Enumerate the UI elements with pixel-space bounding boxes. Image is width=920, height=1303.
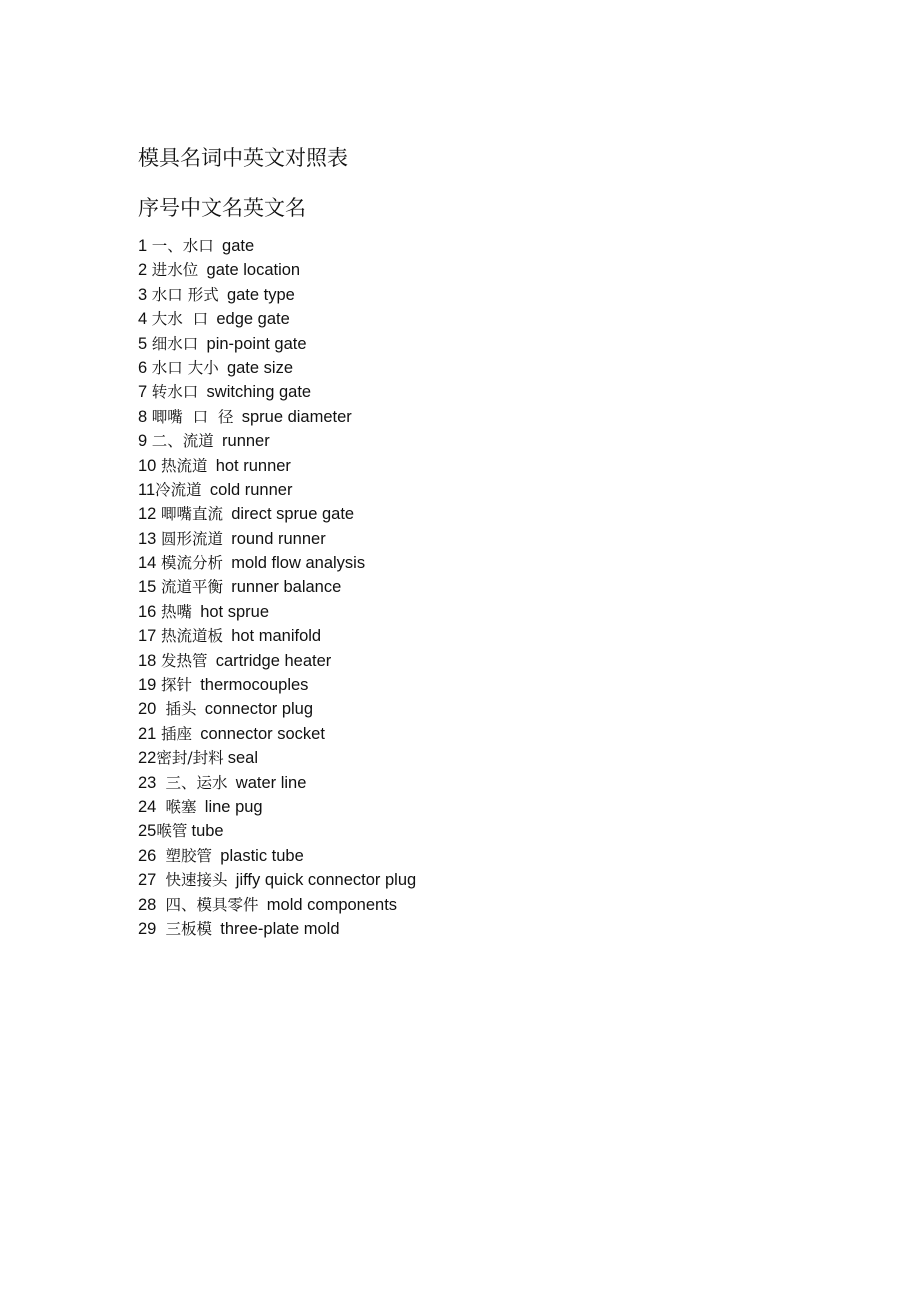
- term-row: [138, 454, 416, 478]
- term-row: [138, 258, 416, 282]
- term-chinese: 密封/封料: [156, 749, 224, 768]
- term-chinese: 插座: [160, 724, 192, 743]
- term-number: 26: [138, 846, 166, 865]
- term-row: [138, 868, 416, 892]
- term-english: thermocouples: [200, 676, 309, 695]
- term-number: 22: [138, 749, 157, 768]
- term-row: [138, 697, 416, 721]
- term-english: runner balance: [231, 578, 342, 597]
- term-number: 10: [138, 456, 161, 475]
- term-number: 18: [138, 651, 161, 670]
- column-header: 序号中文名英文名: [138, 196, 306, 220]
- term-number: 5: [138, 334, 152, 353]
- term-number: 9: [138, 432, 152, 451]
- term-row: [138, 234, 416, 258]
- term-number: 20: [138, 700, 166, 719]
- term-number: 15: [138, 578, 161, 597]
- term-row: [138, 283, 416, 307]
- term-number: 4: [138, 310, 152, 329]
- term-row: [138, 527, 416, 551]
- term-english: mold flow analysis: [231, 554, 366, 573]
- term-row: [138, 893, 416, 917]
- term-row: [138, 332, 416, 356]
- term-number: 29: [138, 919, 166, 938]
- term-number: 12: [138, 505, 161, 524]
- term-chinese: 塑胶管: [165, 846, 213, 865]
- term-english: hot sprue: [200, 602, 269, 621]
- term-chinese: 一、水口: [151, 237, 214, 255]
- term-row: [138, 649, 416, 673]
- term-number: 2: [138, 261, 152, 280]
- term-english: connector socket: [200, 724, 325, 743]
- term-row: [138, 405, 416, 429]
- term-chinese: 大水 口: [151, 310, 209, 329]
- term-number: 1: [138, 237, 152, 255]
- term-chinese: 发热管: [160, 651, 208, 670]
- term-row: [138, 575, 416, 599]
- term-chinese: 水口 形式: [151, 285, 219, 304]
- term-english: round runner: [231, 529, 326, 548]
- term-english: edge gate: [216, 310, 290, 329]
- term-chinese: 唧嘴直流: [160, 505, 223, 524]
- term-chinese: 四、模具零件: [165, 895, 259, 914]
- term-row: [138, 746, 416, 770]
- term-chinese: 圆形流道: [160, 529, 223, 548]
- term-row: [138, 722, 416, 746]
- term-english: direct sprue gate: [231, 505, 355, 524]
- term-number: 28: [138, 895, 166, 914]
- term-number: 25: [138, 822, 157, 841]
- term-number: 21: [138, 724, 161, 743]
- term-chinese: 细水口: [151, 334, 199, 353]
- term-english: runner: [222, 432, 270, 451]
- term-row: [138, 429, 416, 453]
- term-row: [138, 478, 416, 502]
- term-number: 24: [138, 797, 166, 816]
- term-english: gate size: [226, 358, 293, 377]
- term-list: [138, 234, 416, 941]
- term-english: cold runner: [209, 480, 293, 499]
- term-english: line pug: [204, 797, 263, 816]
- term-row: [138, 673, 416, 697]
- term-english: water line: [235, 773, 307, 792]
- term-chinese: 喉塞: [165, 797, 197, 816]
- term-chinese: 热流道: [160, 456, 208, 475]
- term-row: [138, 307, 416, 331]
- term-number: 13: [138, 529, 161, 548]
- term-row: [138, 917, 416, 941]
- term-row: [138, 795, 416, 819]
- term-row: [138, 380, 416, 404]
- term-english: switching gate: [206, 383, 312, 402]
- term-chinese: 模流分析: [160, 554, 223, 573]
- term-number: 27: [138, 871, 166, 890]
- term-number: 6: [138, 358, 152, 377]
- term-chinese: 进水位: [151, 261, 199, 280]
- document-title: 模具名词中英文对照表: [138, 146, 348, 170]
- term-number: 14: [138, 554, 161, 573]
- term-english: gate type: [226, 285, 295, 304]
- term-row: [138, 551, 416, 575]
- term-number: 23: [138, 773, 166, 792]
- term-chinese: 探针: [160, 676, 192, 695]
- term-chinese: 插头: [165, 700, 197, 719]
- term-number: 16: [138, 602, 161, 621]
- term-english: jiffy quick connector plug: [235, 871, 417, 890]
- term-english: sprue diameter: [241, 407, 352, 426]
- term-row: [138, 844, 416, 868]
- term-english: three-plate mold: [220, 919, 340, 938]
- term-english: plastic tube: [220, 846, 304, 865]
- term-number: 17: [138, 627, 161, 646]
- term-english: hot manifold: [231, 627, 322, 646]
- term-english: pin-point gate: [206, 334, 307, 353]
- term-english: cartridge heater: [215, 651, 332, 670]
- term-number: 8: [138, 407, 152, 426]
- term-number: 3: [138, 285, 152, 304]
- term-chinese: 快速接头: [165, 871, 228, 890]
- term-english: gate location: [206, 261, 301, 280]
- term-chinese: 热流道板: [160, 627, 223, 646]
- term-english: gate: [222, 237, 255, 255]
- term-chinese: 唧嘴 口 径: [151, 407, 234, 426]
- term-chinese: 喉管: [156, 822, 188, 841]
- term-row: [138, 624, 416, 648]
- term-row: [138, 356, 416, 380]
- term-chinese: 三板模: [165, 919, 213, 938]
- term-number: 7: [138, 383, 152, 402]
- term-english: mold components: [266, 895, 398, 914]
- term-english: seal: [227, 749, 258, 768]
- term-chinese: 三、运水: [165, 773, 228, 792]
- term-english: tube: [191, 822, 224, 841]
- term-row: [138, 771, 416, 795]
- term-chinese: 转水口: [151, 383, 199, 402]
- term-chinese: 二、流道: [151, 432, 214, 451]
- term-english: connector plug: [204, 700, 314, 719]
- term-number: 19: [138, 676, 161, 695]
- term-row: [138, 819, 416, 843]
- term-chinese: 水口 大小: [151, 358, 219, 377]
- term-chinese: 冷流道: [155, 480, 202, 499]
- term-row: [138, 502, 416, 526]
- term-chinese: 热嘴: [160, 602, 192, 621]
- term-chinese: 流道平衡: [160, 578, 223, 597]
- term-number: 11: [138, 480, 156, 499]
- term-row: [138, 600, 416, 624]
- term-english: hot runner: [215, 456, 291, 475]
